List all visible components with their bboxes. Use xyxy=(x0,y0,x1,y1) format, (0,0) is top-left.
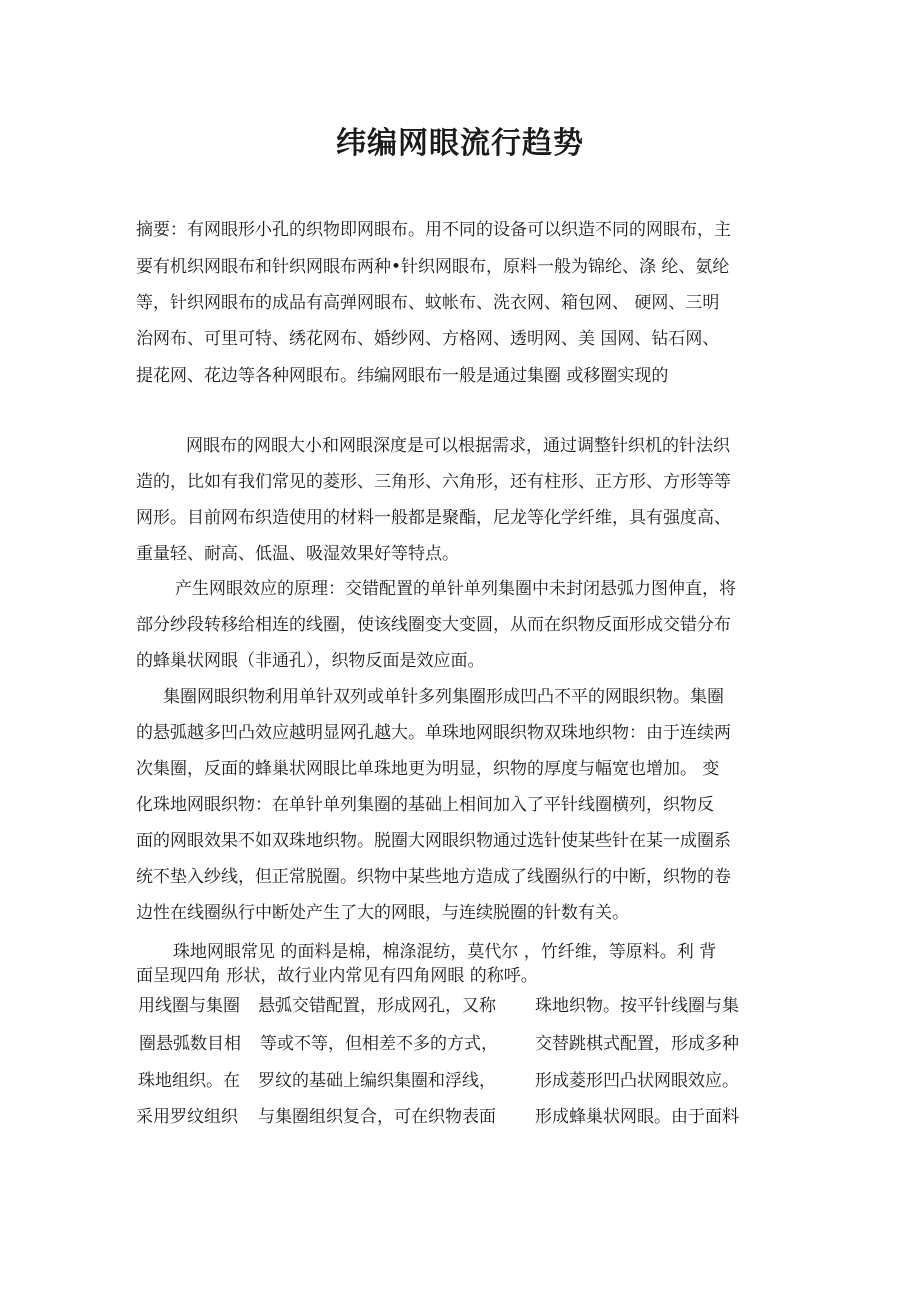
table-cell: 珠地组织。在 xyxy=(138,1071,240,1091)
paragraph-line: 化珠地网眼织物：在单针单列集圈的基础上相间加入了平针线圈横列，织物反 xyxy=(136,795,714,815)
paragraph-line: 面的网眼效果不如双珠地织物。脱圈大网眼织物通过选针使某些针在某一成圈系 xyxy=(136,831,731,851)
paragraph-line: 的悬弧越多凹凸效应越明显网孔越大。单珠地网眼织物双珠地织物：由于连续两 xyxy=(136,723,731,743)
table-cell: 圈悬弧数目相 xyxy=(139,1034,241,1054)
table-cell: 采用罗纹组织 xyxy=(136,1107,238,1127)
abstract-line: 等，针织网眼布的成品有高弹网眼布、蚊帐布、洗衣网、箱包网、 硬网、三明 xyxy=(136,293,720,313)
paragraph-line: 的蜂巢状网眼（非通孔），织物反面是效应面。 xyxy=(136,651,485,671)
paragraph-line: 重量轻、耐高、低温、吸湿效果好等特点。 xyxy=(136,544,459,564)
table-cell: 珠地织物。按平针线圈与集 xyxy=(535,996,739,1016)
abstract-line: 治网布、可里可特、绣花网布、婚纱网、方格网、透明网、美 国网、钻石网、 xyxy=(136,329,720,349)
table-cell: 形成菱形凹凸状网眼效应。 xyxy=(535,1071,739,1091)
abstract-line: 摘要：有网眼形小孔的织物即网眼布。用不同的设备可以织造不同的网眼布，主 xyxy=(136,220,731,240)
table-cell: 与集圈组织复合，可在织物表面 xyxy=(258,1107,496,1127)
table-cell: 罗纹的基础上编织集圈和浮线， xyxy=(258,1071,496,1091)
paragraph-line: 边性在线圈纵行中断处产生了大的网眼，与连续脱圈的针数有关。 xyxy=(136,903,629,923)
paragraph-line: 次集圈，反面的蜂巢状网眼比单珠地更为明显，织物的厚度与幅宽也增加。 变 xyxy=(136,759,720,779)
paragraph-line: 统不垫入纱线，但正常脱圈。织物中某些地方造成了线圈纵行的中断，织物的卷 xyxy=(136,867,731,887)
paragraph-line: 部分纱段转移给相连的线圈，使该线圈变大变圆，从而在织物反面形成交错分布 xyxy=(136,615,731,635)
paragraph-line: 网眼布的网眼大小和网眼深度是可以根据需求，通过调整针织机的针法织 xyxy=(186,436,730,456)
table-cell: 交替跳棋式配置，形成多种 xyxy=(535,1034,739,1054)
abstract-line: 要有机织网眼布和针织网眼布两种•针织网眼布，原料一般为锦纶、涤 纶、氨纶 xyxy=(136,257,730,277)
table-cell: 等或不等，但相差不多的方式， xyxy=(260,1034,498,1054)
paragraph-line: 网形。目前网布织造使用的材料一般都是聚酯，尼龙等化学纤维，具有强度高、 xyxy=(136,508,731,528)
document-title: 纬编网眼流行趋势 xyxy=(336,126,584,161)
table-cell: 用线圈与集圈 xyxy=(138,996,240,1016)
paragraph-line: 造的，比如有我们常见的菱形、三角形、六角形，还有柱形、正方形、方形等等 xyxy=(136,472,731,492)
paragraph-line: 集圈网眼织物利用单针双列或单针多列集圈形成凹凸不平的网眼织物。集圈 xyxy=(163,687,724,707)
paragraph-line: 面呈现四角 形状，故行业内常见有四角网眼 的称呼。 xyxy=(136,966,538,986)
paragraph-line: 珠地网眼常见 的面料是棉，棉涤混纺，莫代尔 ，竹纤维，等原料。利 背 xyxy=(173,942,717,962)
abstract-line: 提花网、花边等各种网眼布。纬编网眼布一般是通过集圈 或移圈实现的 xyxy=(136,366,669,386)
table-cell: 形成蜂巢状网眼。由于面料 xyxy=(535,1107,739,1127)
table-cell: 悬弧交错配置，形成网孔，又称 xyxy=(258,996,496,1016)
paragraph-line: 产生网眼效应的原理：交错配置的单针单列集圈中未封闭悬弧力图伸直，将 xyxy=(175,579,736,599)
